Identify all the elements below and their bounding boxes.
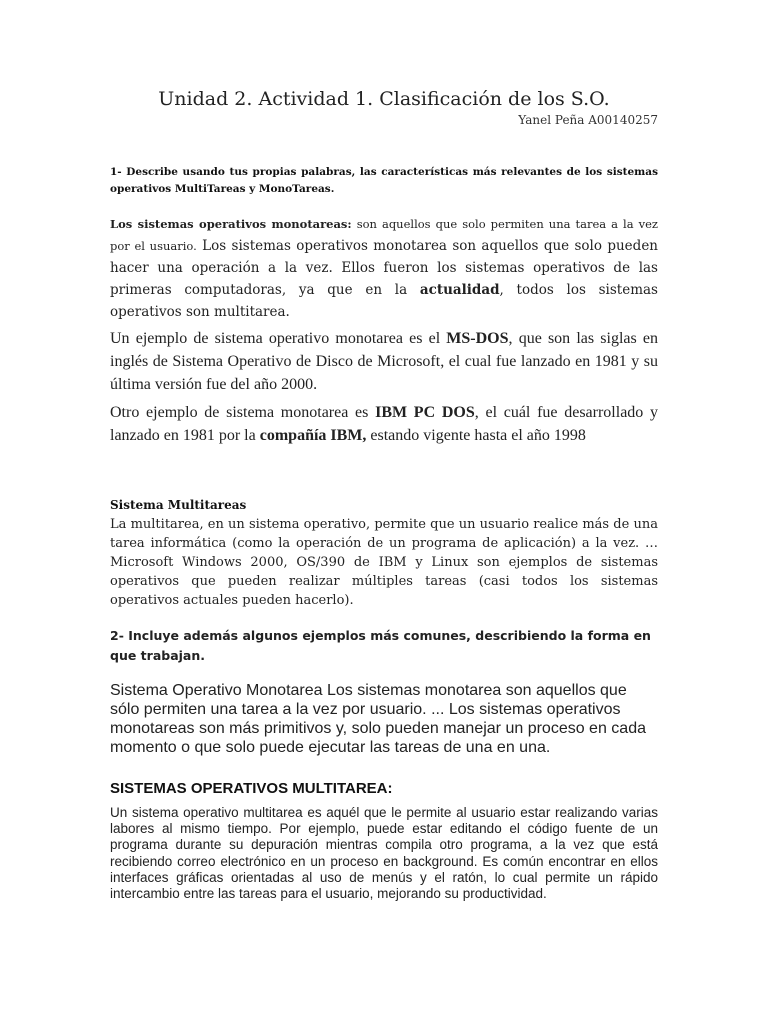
msdos-b: , que son las siglas en inglés de Sistema Operativo de Disco de Microsoft, el cual fue lanzado en 1981 y su última versión fue del año 2000. — [110, 330, 658, 393]
question-2: 2- Incluye además algunos ejemplos más comunes, describiendo la forma en que trabajan. — [110, 628, 651, 663]
ibm-b: , el cuál fue desarrollado y lanzado en 1981 por la — [110, 404, 659, 444]
ibm-paragraph — [110, 401, 658, 447]
mono-body-a: Los sistemas operativos monotarea son aquellos que solo pueden hacer una operación a la vez. Ellos fueron los sistemas operativos de las primeras computadoras, ya que en la — [110, 238, 659, 298]
question-1: 1- Describe usando tus propias palabras, las características más relevantes de los sistemas operativos MultiTareas y MonoTareas. — [110, 166, 658, 195]
ibm-bold1: IBM PC DOS — [375, 404, 475, 421]
msdos-paragraph — [110, 327, 658, 396]
mono-lead-rest: son aquellos que solo permiten una tarea a la vez por el usuario. — [110, 217, 658, 253]
multi-heading: Sistema Multitareas — [110, 498, 247, 512]
mono-body-bold: actualidad — [419, 282, 500, 298]
multi-example-paragraph: Un sistema operativo multitarea es aquél que le permite al usuario estar realizando varias labores al mismo tiempo. Por ejemplo, puede estar editando el código fuente de un programa durante su depuración mientras compila otro programa, a la vez que está recibiendo correo electrónico en un proceso en background. Es común encontrar en ellos interfaces gráficas orientadas al uso de menús y el ratón, lo cual permite un rápido intercambio entre las tareas para el usuario, mejorando su productividad. — [110, 805, 658, 902]
multi-heading-caps: SISTEMAS OPERATIVOS MULTITAREA: — [110, 780, 393, 797]
mono-paragraph — [110, 213, 658, 323]
page-title: Unidad 2. Actividad 1. Clasificación de los S.O. — [158, 88, 610, 110]
ibm-bold2: compañía IBM, — [259, 427, 367, 444]
ibm-a: Otro ejemplo de sistema monotarea es — [110, 404, 376, 421]
msdos-a: Un ejemplo de sistema operativo monotarea es el — [110, 330, 447, 347]
ibm-c: estando vigente hasta el año 1998 — [366, 427, 586, 444]
msdos-bold: MS-DOS — [446, 330, 509, 347]
author-line: Yanel Peña A00140257 — [518, 113, 658, 127]
mono-lead-bold: Los sistemas operativos monotareas: — [110, 217, 352, 231]
mono-body-b: , todos los sistemas operativos son multitarea. — [110, 282, 658, 320]
multi-paragraph: La multitarea, en un sistema operativo, permite que un usuario realice más de una tarea informática (como la operación de un programa de aplicación) a la vez. … Microsoft Windows 2000, OS/390 de IBM y Linux son ejemplos de sistemas operativos que pueden realizar múltiples tareas (casi todos los sistemas operativos actuales pueden hacerlo). — [110, 517, 658, 608]
mono-example-paragraph: Sistema Operativo Monotarea Los sistemas monotarea son aquellos que sólo permiten una tarea a la vez por usuario. ... Los sistemas operativos monotareas son más primitivos y, solo pueden manejar un proceso en cada momento o que solo puede ejecutar las tareas de una en una. — [110, 682, 646, 756]
